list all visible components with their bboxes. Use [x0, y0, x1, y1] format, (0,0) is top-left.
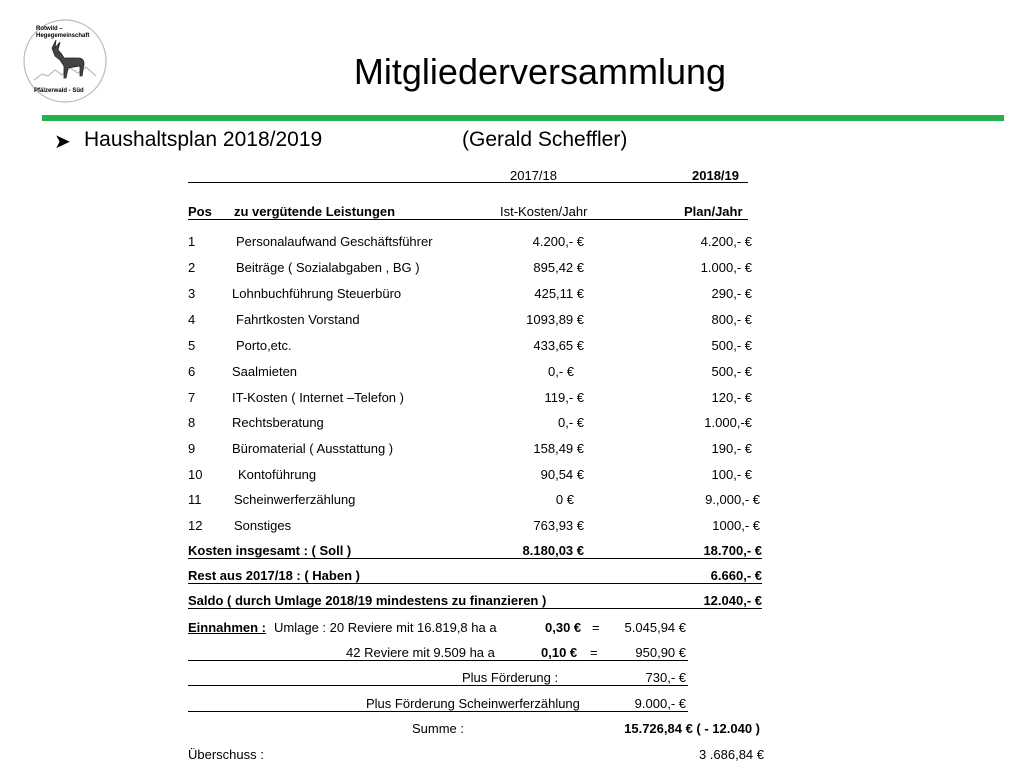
row-plan: 290,- €	[711, 286, 752, 301]
col-pos-heading: Pos	[188, 204, 212, 219]
income-row2-rate: 0,10 €	[541, 645, 578, 660]
saldo-label: Saldo ( durch Umlage 2018/19 mindestens zu finanzieren )	[188, 593, 547, 608]
sum-label: Summe :	[412, 721, 465, 736]
row-plan: 800,- €	[711, 312, 752, 327]
income-row2-eq: =	[590, 645, 598, 660]
row-plan: 190,- €	[711, 441, 752, 456]
row-plan: 500,- €	[711, 364, 752, 379]
row-pos: 1	[188, 234, 196, 249]
col-actual-heading: Ist-Kosten/Jahr	[500, 204, 588, 219]
income-row4-value: 9.000,- €	[634, 696, 686, 711]
income-row2-value: 950,90 €	[635, 645, 686, 660]
logo-line-3: Pfälzerwald - Süd	[34, 88, 84, 94]
income-row1-text: Umlage : 20 Reviere mit 16.819,8 ha a	[274, 620, 497, 635]
row-actual: 0,- €	[557, 415, 584, 430]
row-plan: 1.000,-€	[704, 415, 752, 430]
total-plan: 18.700,- €	[703, 543, 762, 558]
club-logo	[22, 18, 108, 104]
rest-value: 6.660,- €	[710, 568, 762, 583]
income-row2-text: 42 Reviere mit 9.509 ha a	[346, 645, 495, 660]
row-pos: 9	[188, 441, 196, 456]
title-divider	[42, 115, 1004, 121]
row-desc: Kontoführung	[238, 467, 317, 482]
row-plan: 1.000,- €	[700, 260, 752, 275]
row-desc: Beiträge ( Sozialabgaben , BG )	[236, 260, 420, 275]
col-desc-heading: zu vergütende Leistungen	[234, 204, 396, 219]
income-row1-value: 5.045,94 €	[624, 620, 686, 635]
row-actual: 4.200,- €	[532, 234, 584, 249]
row-actual: 119,- €	[544, 390, 584, 405]
row-plan: 4.200,- €	[700, 234, 752, 249]
row-pos: 6	[188, 364, 196, 379]
row-plan: 9.,000,- €	[705, 492, 760, 507]
row-pos: 11	[188, 492, 202, 507]
row-desc: Porto,etc.	[236, 338, 292, 353]
income-row1-rate: 0,30 €	[545, 620, 582, 635]
row-plan: 1000,- €	[712, 518, 760, 533]
row-plan: 100,- €	[711, 467, 752, 482]
total-actual: 8.180,03 €	[522, 543, 584, 558]
row-pos: 8	[188, 415, 196, 430]
row-pos: 7	[188, 390, 196, 405]
logo-line-2: Hegegemeinschaft	[36, 33, 90, 39]
row-desc: Personalaufwand Geschäftsführer	[236, 234, 433, 249]
year-prev-heading: 2017/18	[510, 168, 557, 183]
logo-line-1: Rotwild –	[36, 26, 63, 32]
row-pos: 10	[188, 467, 203, 482]
row-actual: 0,- €	[547, 364, 574, 379]
header-underline-years	[188, 182, 748, 183]
row-actual: 0 €	[555, 492, 574, 507]
row-desc: Scheinwerferzählung	[234, 492, 356, 507]
income-row3-label: Plus Förderung :	[462, 670, 559, 685]
col-plan-heading: Plan/Jahr	[684, 204, 743, 219]
row-desc: Lohnbuchführung Steuerbüro	[232, 286, 402, 301]
row-actual: 433,65 €	[533, 338, 584, 353]
row-desc: Sonstiges	[234, 518, 292, 533]
income-label: Einnahmen :	[188, 620, 267, 635]
year-next-heading: 2018/19	[692, 168, 739, 183]
slide-title: Mitgliederversammlung	[353, 51, 727, 92]
row-actual: 895,42 €	[533, 260, 584, 275]
total-label: Kosten insgesamt : ( Soll )	[188, 543, 352, 558]
saldo-value: 12.040,- €	[703, 593, 762, 608]
row-actual: 1093,89 €	[526, 312, 584, 327]
income-row4-label: Plus Förderung Scheinwerferzählung	[366, 696, 580, 711]
row-actual: 425,11 €	[534, 286, 584, 301]
row-plan: 120,- €	[711, 390, 752, 405]
row-pos: 2	[188, 260, 196, 275]
presenter-name: (Gerald Scheffler)	[462, 128, 628, 151]
row-pos: 3	[188, 286, 196, 301]
rest-label: Rest aus 2017/18 : ( Haben )	[188, 568, 360, 583]
arrow-bullet-icon: ➤	[54, 131, 71, 153]
surplus-label: Überschuss :	[188, 747, 264, 762]
surplus-value: 3 .686,84 €	[698, 747, 764, 762]
row-desc: Saalmieten	[232, 364, 298, 379]
row-desc: Rechtsberatung	[232, 415, 324, 430]
sum-value: 15.726,84 € ( - 12.040 )	[624, 721, 760, 736]
row-actual: 763,93 €	[533, 518, 584, 533]
row-actual: 90,54 €	[540, 467, 584, 482]
income-row1-eq: =	[592, 620, 600, 635]
income-row3-value: 730,- €	[645, 670, 686, 685]
row-pos: 4	[188, 312, 196, 327]
row-actual: 158,49 €	[533, 441, 584, 456]
row-desc: Fahrtkosten Vorstand	[236, 312, 360, 327]
row-desc: Büromaterial ( Ausstattung )	[232, 441, 394, 456]
bullet-text: Haushaltsplan 2018/2019	[84, 128, 323, 151]
row-plan: 500,- €	[711, 338, 752, 353]
row-desc: IT-Kosten ( Internet –Telefon )	[232, 390, 404, 405]
row-pos: 5	[188, 338, 196, 353]
row-pos: 12	[188, 518, 203, 533]
